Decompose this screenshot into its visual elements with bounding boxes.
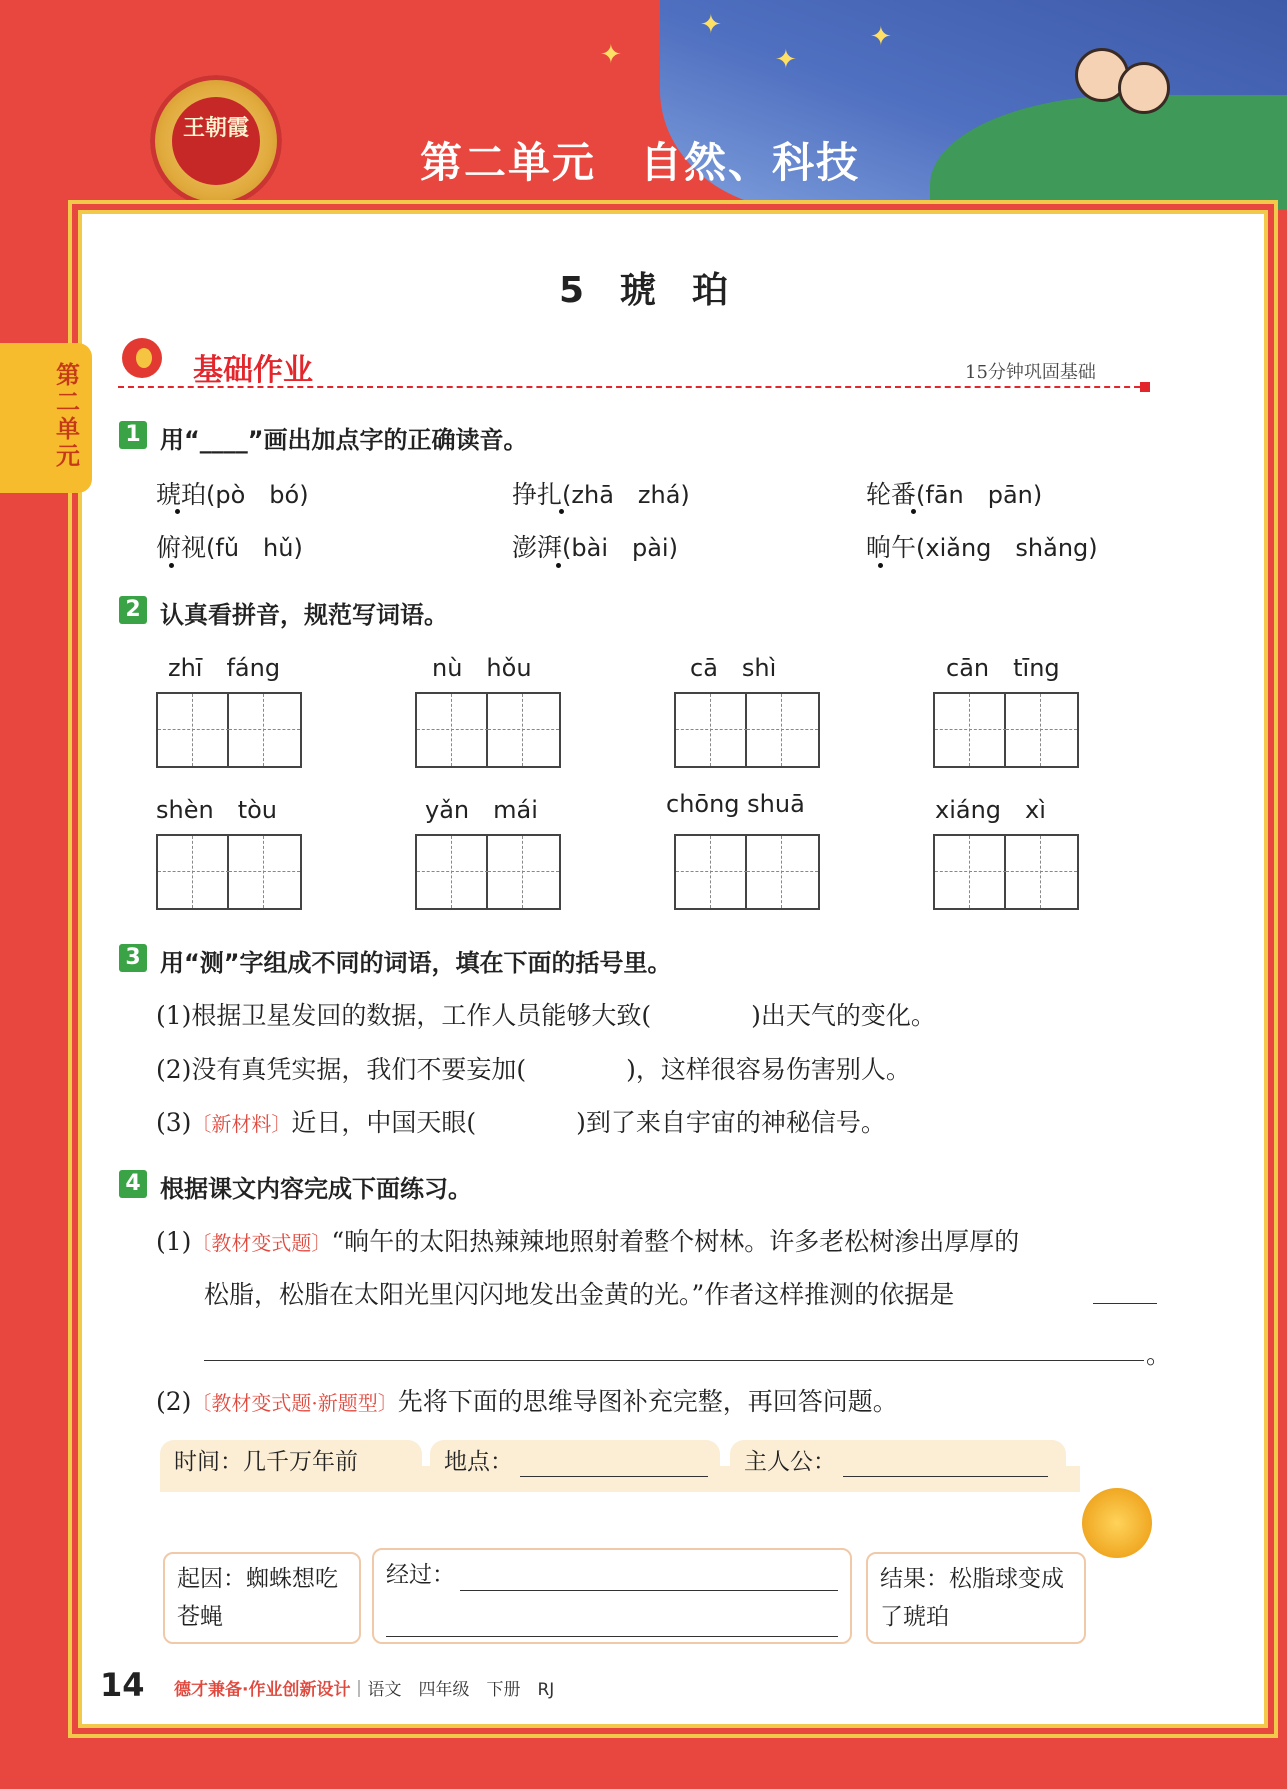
star-icon: ✦ (700, 10, 722, 40)
writing-grid[interactable] (156, 692, 302, 768)
q1-item-5: 澎湃(bài pài) (512, 533, 678, 562)
q4-part-1-line-1: (1)〔教材变式题〕“晌午的太阳热辣辣地照射着整个树林。许多老松树渗出厚厚的 (156, 1227, 1020, 1256)
writing-grid[interactable] (415, 692, 561, 768)
pinyin-label: yǎn mái (425, 796, 538, 824)
answer-blank[interactable] (1093, 1303, 1157, 1304)
writing-grid[interactable] (933, 692, 1079, 768)
mind-map-cause: 起因：蜘蛛想吃苍蝇 (163, 1552, 361, 1644)
answer-blank[interactable] (843, 1476, 1048, 1477)
q1-item-1: 琥珀(pò bó) (156, 480, 309, 509)
answer-blank[interactable] (460, 1590, 838, 1591)
q3-line-3: (3)〔新材料〕近日，中国天眼( )到了来自宇宙的神秘信号。 (156, 1108, 886, 1137)
writing-grid[interactable] (933, 834, 1079, 910)
emphasis-dot (169, 563, 174, 568)
q4-part-1-line-2: 松脂，松脂在太阳光里闪闪地发出金黄的光。”作者这样推测的依据是 (204, 1280, 955, 1309)
section-divider (118, 386, 1150, 388)
mind-map-place: 地点： (430, 1440, 720, 1484)
emphasis-dot (911, 509, 916, 514)
question-number-1: 1 (119, 421, 147, 449)
writing-grid[interactable] (674, 692, 820, 768)
pinyin-label: zhī fáng (168, 654, 281, 682)
footer-info: 德才兼备·作业创新设计｜语文 四年级 下册 RJ (174, 1680, 555, 1700)
q3-line-2: (2)没有真凭实据，我们不要妄加( )，这样很容易伤害别人。 (156, 1055, 911, 1084)
mind-map-result: 结果：松脂球变成了琥珀 (866, 1552, 1086, 1644)
section-note: 15分钟巩固基础 (965, 362, 1096, 383)
child-illustration (1118, 62, 1170, 114)
q1-item-4: 俯视(fǔ hǔ) (156, 533, 303, 562)
emphasis-dot (878, 563, 883, 568)
section-divider-end (1140, 382, 1150, 392)
writing-grid[interactable] (156, 834, 302, 910)
star-icon: ✦ (870, 22, 892, 52)
pinyin-label: chōng shuā (666, 790, 805, 818)
q1-item-2: 挣扎(zhā zhá) (512, 480, 690, 509)
pinyin-label: cān tīng (946, 654, 1060, 682)
period: 。 (1146, 1340, 1172, 1369)
emphasis-dot (175, 509, 180, 514)
star-icon: ✦ (600, 40, 622, 70)
lesson-title: 5 琥 珀 (558, 270, 729, 311)
unit-side-tab-label: 第二单元 (56, 361, 80, 470)
mind-map-process: 经过： (372, 1548, 852, 1644)
unit-title: 第二单元 自然、科技 (420, 138, 861, 187)
writing-grid[interactable] (415, 834, 561, 910)
q1-item-3: 轮番(fān pān) (866, 480, 1043, 509)
q4-part-2: (2)〔教材变式题·新题型〕先将下面的思维导图补充完整，再回答问题。 (156, 1387, 898, 1416)
brand-logo-badge: 王朝霞 (150, 75, 282, 207)
amber-spider-icon (1082, 1488, 1152, 1558)
pinyin-label: nù hǒu (432, 654, 532, 682)
question-1-prompt: 用“____”画出加点字的正确读音。 (160, 426, 528, 454)
question-number-2: 2 (119, 596, 147, 624)
pinyin-label: shèn tòu (156, 796, 277, 824)
page-number: 14 (100, 1666, 145, 1704)
section-title: 基础作业 (193, 353, 313, 388)
emphasis-dot (556, 563, 561, 568)
pinyin-label: xiáng xì (935, 796, 1046, 824)
question-4-prompt: 根据课文内容完成下面练习。 (160, 1175, 472, 1203)
q3-line-1: (1)根据卫星发回的数据，工作人员能够大致( )出天气的变化。 (156, 1001, 936, 1030)
pinyin-label: cā shì (690, 654, 777, 682)
answer-blank[interactable] (386, 1636, 838, 1637)
question-number-4: 4 (119, 1170, 147, 1198)
megaphone-icon (122, 338, 162, 378)
q1-item-6: 晌午(xiǎng shǎng) (866, 533, 1098, 562)
star-icon: ✦ (775, 45, 797, 75)
mind-map-time: 时间：几千万年前 (160, 1440, 422, 1484)
emphasis-dot (559, 509, 564, 514)
question-number-3: 3 (119, 944, 147, 972)
question-2-prompt: 认真看拼音，规范写词语。 (160, 601, 448, 629)
mind-map-protagonist: 主人公： (730, 1440, 1066, 1484)
answer-blank[interactable] (520, 1476, 708, 1477)
writing-grid[interactable] (674, 834, 820, 910)
question-3-prompt: 用“测”字组成不同的词语，填在下面的括号里。 (160, 949, 672, 977)
answer-blank[interactable] (204, 1360, 1144, 1361)
